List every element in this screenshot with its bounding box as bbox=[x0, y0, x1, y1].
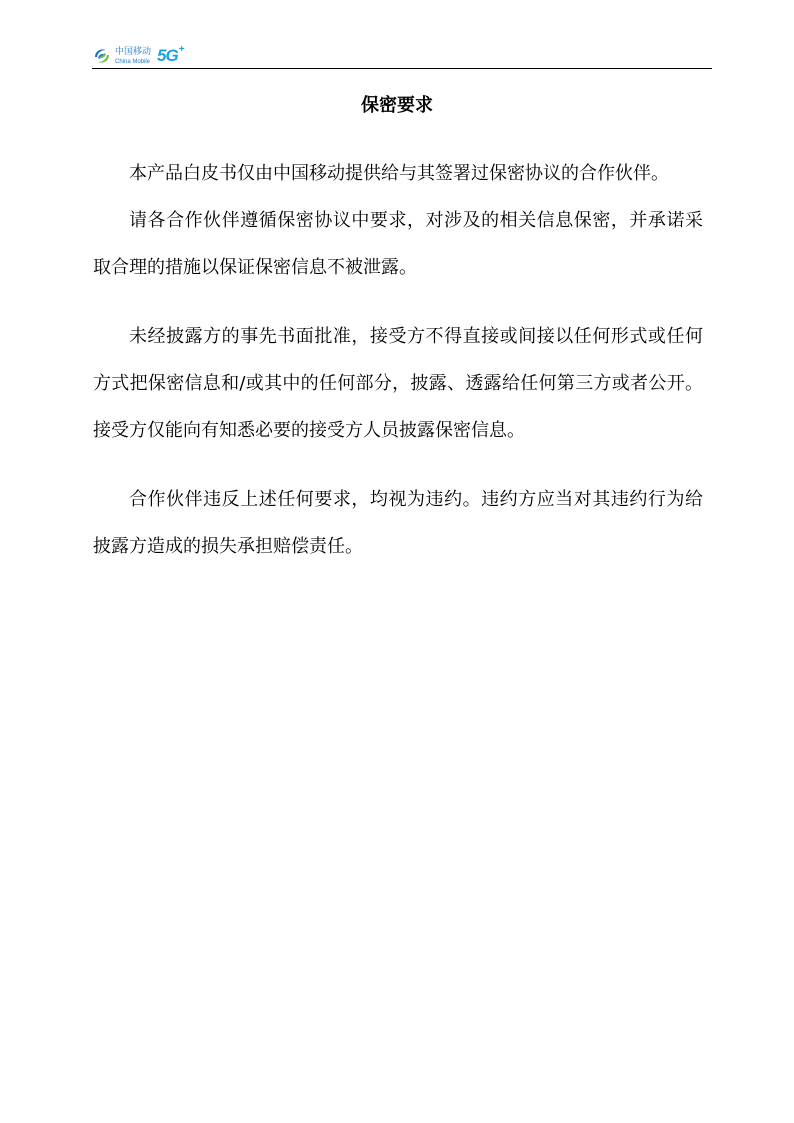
china-mobile-logo-text bbox=[115, 48, 151, 65]
document-title: 保密要求 bbox=[361, 95, 433, 116]
paragraph: 未经披露方的事先书面批准，接受方不得直接或间接以任何形式或任何方式把保密信息和/或其中的任何部分，披露、透露给任何第三方或者公开。接受方仅能向有知悉必要的接受方人员披露保密信息。 bbox=[93, 326, 703, 441]
page-header bbox=[92, 44, 712, 70]
5g-plus-mark: + bbox=[178, 44, 185, 55]
paragraph: 本产品白皮书仅由中国移动提供给与其签署过保密协议的合作伙伴。 bbox=[129, 163, 669, 184]
5g-logo bbox=[157, 46, 185, 66]
china-mobile-logo bbox=[92, 44, 185, 68]
logo-english-text: China Mobile bbox=[115, 58, 151, 65]
document-body bbox=[93, 150, 703, 592]
paragraph: 合作伙伴违反上述任何要求，均视为违约。违约方应当对其违约行为给披露方造成的损失承担赔偿责任。 bbox=[93, 489, 703, 557]
5g-logo-text: 5G bbox=[157, 46, 178, 65]
paragraph: 请各合作伙伴遵循保密协议中要求，对涉及的相关信息保密，并承诺采取合理的措施以保证保密信息不被泄露。 bbox=[93, 210, 703, 278]
china-mobile-logo-icon bbox=[92, 46, 112, 66]
logo-chinese-text: 中国移动 bbox=[115, 46, 152, 57]
header-divider bbox=[92, 68, 712, 69]
